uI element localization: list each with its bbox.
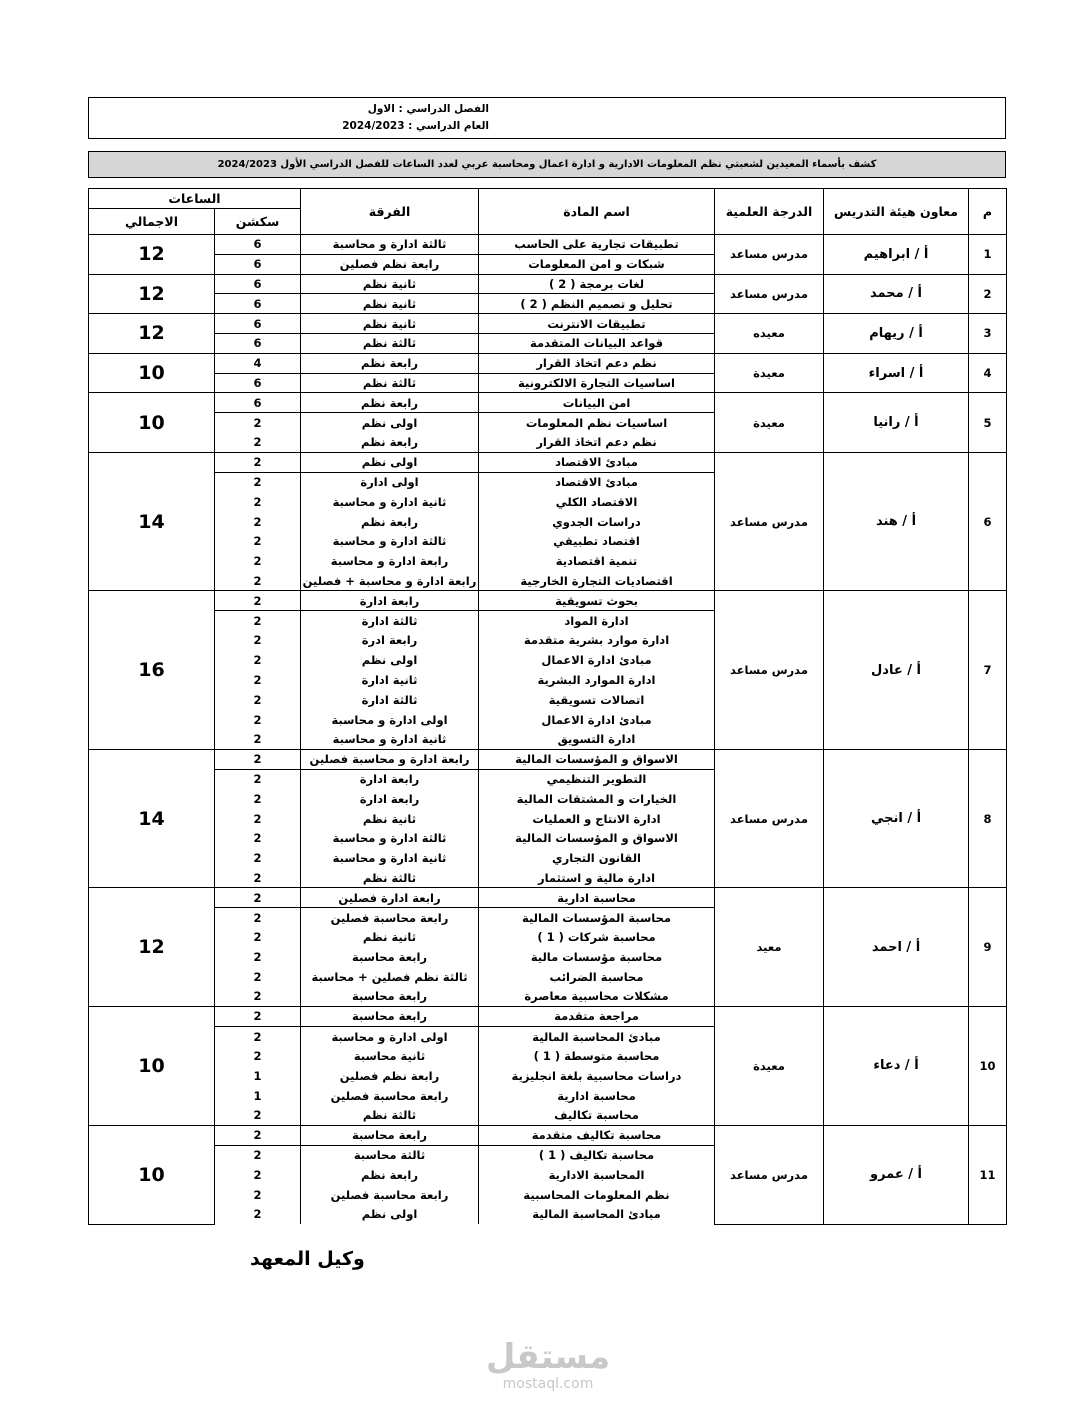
class-level: ثانية نظم	[301, 314, 479, 334]
class-level: ثانية ادارة	[301, 670, 479, 690]
section-hours: 6	[215, 254, 301, 274]
academic-degree: معيد	[715, 888, 824, 1007]
section-hours: 6	[215, 294, 301, 314]
subject-name: مبادئ ادارة الاعمال	[479, 710, 715, 730]
subject-name: محاسبة المؤسسات المالية	[479, 908, 715, 928]
section-hours: 2	[215, 1007, 301, 1027]
section-hours: 6	[215, 333, 301, 353]
class-level: ثانية ادارة و محاسبة	[301, 492, 479, 512]
section-hours: 2	[215, 1185, 301, 1205]
row-number: 5	[969, 393, 1007, 452]
assistant-name: أ / محمد	[824, 274, 969, 314]
academic-degree: معيدة	[715, 393, 824, 452]
class-level: رابعة نظم	[301, 512, 479, 532]
section-hours: 2	[215, 908, 301, 928]
subject-name: التطوير التنظيمي	[479, 769, 715, 789]
class-level: ثالثة نظم فصلين + محاسبة	[301, 967, 479, 987]
subject-name: مبادئ الاقتصاد	[479, 452, 715, 472]
total-hours: 12	[89, 888, 215, 1007]
academic-degree: مدرس مساعد	[715, 235, 824, 275]
section-hours: 2	[215, 868, 301, 888]
assistant-name: أ / ريهام	[824, 314, 969, 354]
class-level: رابعة ادارة و محاسبة	[301, 551, 479, 571]
section-hours: 2	[215, 769, 301, 789]
subject-name: اساسيات نظم المعلومات	[479, 413, 715, 433]
class-level: ثالثة ادارة و محاسبة	[301, 531, 479, 551]
subject-name: شبكات و امن المعلومات	[479, 254, 715, 274]
section-hours: 4	[215, 353, 301, 373]
section-hours: 2	[215, 512, 301, 532]
section-hours: 2	[215, 1125, 301, 1145]
class-level: ثانية نظم	[301, 274, 479, 294]
academic-degree: مدرس مساعد	[715, 749, 824, 888]
subject-name: محاسبة تكاليف متقدمة	[479, 1125, 715, 1145]
year-label: العام الدراسي : 2024/2023	[342, 120, 489, 132]
class-level: رابعة محاسبة فصلين	[301, 1086, 479, 1106]
assistant-name: أ / انجي	[824, 749, 969, 888]
total-hours: 12	[89, 274, 215, 314]
class-level: ثانية محاسبة	[301, 1046, 479, 1066]
subject-name: دراسات محاسبية بلغة انجليزية	[479, 1066, 715, 1086]
class-level: رابعة نظم	[301, 353, 479, 373]
table-row	[89, 749, 1007, 769]
total-hours: 12	[89, 235, 215, 275]
col-header-assistant: معاون هيئة التدريس	[824, 189, 969, 235]
class-level: ثالثة نظم	[301, 1106, 479, 1126]
class-level: ثالثة ادارة	[301, 611, 479, 631]
section-hours: 2	[215, 1026, 301, 1046]
table-body	[89, 235, 1007, 1225]
class-level: رابعة نظم فصلين	[301, 254, 479, 274]
subject-name: ادارة موارد بشرية متقدمة	[479, 630, 715, 650]
class-level: رابعة ادرة	[301, 630, 479, 650]
class-level: ثالثة نظم	[301, 373, 479, 393]
subject-name: ادارة الانتاج و العمليات	[479, 809, 715, 829]
class-level: رابعة نظم فصلين	[301, 1066, 479, 1086]
table-row	[89, 452, 1007, 472]
subject-name: اقتصاديات التجارة الخارجية	[479, 571, 715, 591]
subject-name: الاسواق و المؤسسات المالية	[479, 749, 715, 769]
row-number: 7	[969, 591, 1007, 749]
class-level: اولى ادارة	[301, 472, 479, 492]
section-hours: 2	[215, 452, 301, 472]
class-level: رابعة ادارة	[301, 591, 479, 611]
total-hours: 10	[89, 1007, 215, 1126]
class-level: رابعة محاسبة	[301, 947, 479, 967]
document-title: كشف بأسماء المعيدين لشعبتي نظم المعلومات الادارية و ادارة اعمال ومحاسبة عربي لعدد الساعات للفصل الدراسي الأول 2024/2023	[217, 158, 877, 170]
assistant-name: أ / عمرو	[824, 1125, 969, 1224]
section-hours: 2	[215, 1106, 301, 1126]
class-level: رابعة ادارة	[301, 789, 479, 809]
section-hours: 2	[215, 967, 301, 987]
subject-name: ادارة الموارد البشرية	[479, 670, 715, 690]
row-number: 8	[969, 749, 1007, 888]
table-row	[89, 274, 1007, 294]
subject-name: اتصالات تسويقية	[479, 690, 715, 710]
subject-name: محاسبة ادارية	[479, 888, 715, 908]
semester-label: الفصل الدراسي : الاول	[367, 103, 489, 115]
row-number: 1	[969, 235, 1007, 275]
total-hours: 10	[89, 393, 215, 452]
academic-degree: مدرس مساعد	[715, 591, 824, 749]
section-hours: 2	[215, 413, 301, 433]
subject-name: مبادئ الاقتصاد	[479, 472, 715, 492]
document-title-box	[88, 151, 1006, 178]
assistant-name: أ / ابراهيم	[824, 235, 969, 275]
class-level: ثانية نظم	[301, 927, 479, 947]
section-hours: 1	[215, 1066, 301, 1086]
academic-degree: معيدة	[715, 1007, 824, 1126]
class-level: رابعة محاسبة فصلين	[301, 908, 479, 928]
col-header-num: م	[969, 189, 1007, 235]
section-hours: 2	[215, 472, 301, 492]
class-level: رابعة نظم	[301, 432, 479, 452]
signature-label: وكيل المعهد	[250, 1248, 365, 1270]
subject-name: محاسبة مؤسسات مالية	[479, 947, 715, 967]
section-hours: 6	[215, 274, 301, 294]
section-hours: 2	[215, 1205, 301, 1225]
subject-name: محاسبة تكاليف	[479, 1106, 715, 1126]
section-hours: 2	[215, 650, 301, 670]
table-row	[89, 393, 1007, 413]
class-level: اولى نظم	[301, 452, 479, 472]
assistant-name: أ / اسراء	[824, 353, 969, 393]
subject-name: الاسواق و المؤسسات المالية	[479, 828, 715, 848]
row-number: 4	[969, 353, 1007, 393]
class-level: اولى نظم	[301, 650, 479, 670]
class-level: اولى ادارة و محاسبة	[301, 1026, 479, 1046]
total-hours: 16	[89, 591, 215, 749]
section-hours: 2	[215, 710, 301, 730]
section-hours: 2	[215, 848, 301, 868]
table-row	[89, 235, 1007, 255]
class-level: ثالثة نظم	[301, 868, 479, 888]
class-level: ثالثة نظم	[301, 333, 479, 353]
section-hours: 1	[215, 1086, 301, 1106]
subject-name: الخيارات و المشتقات المالية	[479, 789, 715, 809]
total-hours: 10	[89, 353, 215, 393]
subject-name: نظم المعلومات المحاسبية	[479, 1185, 715, 1205]
subject-name: محاسبة ادارية	[479, 1086, 715, 1106]
subject-name: ادارة التسويق	[479, 729, 715, 749]
subject-name: محاسبة متوسطة ( 1 )	[479, 1046, 715, 1066]
subject-name: لغات برمجة ( 2 )	[479, 274, 715, 294]
section-hours: 6	[215, 314, 301, 334]
total-hours: 10	[89, 1125, 215, 1224]
subject-name: نظم دعم اتخاذ القرار	[479, 353, 715, 373]
class-level: اولى ادارة و محاسبة	[301, 710, 479, 730]
section-hours: 2	[215, 749, 301, 769]
row-number: 10	[969, 1007, 1007, 1126]
class-level: ثانية نظم	[301, 809, 479, 829]
row-number: 11	[969, 1125, 1007, 1224]
class-level: رابعة ادارة	[301, 769, 479, 789]
section-hours: 2	[215, 828, 301, 848]
table-row	[89, 314, 1007, 334]
col-header-level: الفرقة	[301, 189, 479, 235]
total-hours: 14	[89, 452, 215, 591]
subject-name: مراجعة متقدمة	[479, 1007, 715, 1027]
assistant-name: أ / هند	[824, 452, 969, 591]
academic-degree: مدرس مساعد	[715, 274, 824, 314]
subject-name: بحوث تسويقية	[479, 591, 715, 611]
assistant-name: أ / دعاء	[824, 1007, 969, 1126]
class-level: ثالثة محاسبة	[301, 1145, 479, 1165]
class-level: رابعة ادارة فصلين	[301, 888, 479, 908]
row-number: 2	[969, 274, 1007, 314]
subject-name: مبادئ المحاسبة المالية	[479, 1205, 715, 1225]
class-level: ثانية نظم	[301, 294, 479, 314]
total-hours: 12	[89, 314, 215, 354]
class-level: ثالثة ادارة و محاسبة	[301, 828, 479, 848]
section-hours: 2	[215, 789, 301, 809]
class-level: رابعة محاسبة	[301, 1125, 479, 1145]
class-level: ثانية ادارة و محاسبة	[301, 848, 479, 868]
subject-name: تطبيقات تجارية على الحاسب	[479, 235, 715, 255]
watermark-logo: مستقل	[485, 1337, 611, 1377]
subject-name: القانون التجاري	[479, 848, 715, 868]
subject-name: تنمية اقتصادية	[479, 551, 715, 571]
table-row	[89, 1007, 1007, 1027]
section-hours: 2	[215, 1165, 301, 1185]
section-hours: 6	[215, 373, 301, 393]
class-level: رابعة محاسبة	[301, 987, 479, 1007]
table-row	[89, 1125, 1007, 1145]
class-level: ثالثة ادارة	[301, 690, 479, 710]
class-level: رابعة نظم	[301, 1165, 479, 1185]
subject-name: محاسبة تكاليف ( 1 )	[479, 1145, 715, 1165]
assistants-table	[88, 188, 1007, 1225]
section-hours: 2	[215, 551, 301, 571]
academic-degree: معيده	[715, 314, 824, 354]
section-hours: 2	[215, 1145, 301, 1165]
subject-name: مبادئ ادارة الاعمال	[479, 650, 715, 670]
assistant-name: أ / عادل	[824, 591, 969, 749]
col-header-total: الاجمالي	[89, 209, 215, 235]
section-hours: 2	[215, 888, 301, 908]
section-hours: 2	[215, 571, 301, 591]
section-hours: 2	[215, 492, 301, 512]
row-number: 9	[969, 888, 1007, 1007]
subject-name: اساسيات التجارة الالكترونية	[479, 373, 715, 393]
header-box	[88, 97, 1006, 139]
academic-degree: مدرس مساعد	[715, 1125, 824, 1224]
subject-name: ادارة المواد	[479, 611, 715, 631]
subject-name: دراسات الجدوي	[479, 512, 715, 532]
subject-name: مشكلات محاسبية معاصرة	[479, 987, 715, 1007]
table-row	[89, 888, 1007, 908]
row-number: 3	[969, 314, 1007, 354]
subject-name: تطبيقات الانترنت	[479, 314, 715, 334]
class-level: ثانية ادارة و محاسبة	[301, 729, 479, 749]
section-hours: 2	[215, 630, 301, 650]
col-header-hours: الساعات	[89, 189, 301, 209]
table-row	[89, 591, 1007, 611]
section-hours: 2	[215, 809, 301, 829]
section-hours: 2	[215, 947, 301, 967]
watermark-site: mostaql.com	[502, 1376, 594, 1392]
watermark	[478, 1337, 618, 1392]
academic-degree: معيدة	[715, 353, 824, 393]
class-level: رابعة ادارة و محاسبة + فصلين	[301, 571, 479, 591]
section-hours: 2	[215, 729, 301, 749]
subject-name: المحاسبة الادارية	[479, 1165, 715, 1185]
section-hours: 6	[215, 235, 301, 255]
class-level: اولى نظم	[301, 413, 479, 433]
section-hours: 2	[215, 1046, 301, 1066]
subject-name: قواعد البيانات المتقدمة	[479, 333, 715, 353]
section-hours: 6	[215, 393, 301, 413]
subject-name: اقتصاد تطبيقي	[479, 531, 715, 551]
col-header-degree: الدرجة العلمية	[715, 189, 824, 235]
academic-degree: مدرس مساعد	[715, 452, 824, 591]
subject-name: تحليل و تصميم النظم ( 2 )	[479, 294, 715, 314]
row-number: 6	[969, 452, 1007, 591]
subject-name: محاسبة الضرائب	[479, 967, 715, 987]
section-hours: 2	[215, 670, 301, 690]
class-level: رابعة نظم	[301, 393, 479, 413]
subject-name: امن البيانات	[479, 393, 715, 413]
subject-name: مبادئ المحاسبة المالية	[479, 1026, 715, 1046]
subject-name: محاسبة شركات ( 1 )	[479, 927, 715, 947]
col-header-section: سكشن	[215, 209, 301, 235]
section-hours: 2	[215, 987, 301, 1007]
section-hours: 2	[215, 611, 301, 631]
section-hours: 2	[215, 927, 301, 947]
class-level: رابعة محاسبة فصلين	[301, 1185, 479, 1205]
subject-name: نظم دعم اتخاذ القرار	[479, 432, 715, 452]
section-hours: 2	[215, 531, 301, 551]
table-row	[89, 353, 1007, 373]
subject-name: ادارة مالية و استثمار	[479, 868, 715, 888]
class-level: رابعة ادارة و محاسبة فصلين	[301, 749, 479, 769]
section-hours: 2	[215, 591, 301, 611]
class-level: ثالثة ادارة و محاسبة	[301, 235, 479, 255]
section-hours: 2	[215, 432, 301, 452]
assistant-name: أ / احمد	[824, 888, 969, 1007]
section-hours: 2	[215, 690, 301, 710]
assistant-name: أ / رانيا	[824, 393, 969, 452]
subject-name: الاقتصاد الكلي	[479, 492, 715, 512]
col-header-subject: اسم المادة	[479, 189, 715, 235]
class-level: اولى نظم	[301, 1205, 479, 1225]
class-level: رابعة محاسبة	[301, 1007, 479, 1027]
total-hours: 14	[89, 749, 215, 888]
